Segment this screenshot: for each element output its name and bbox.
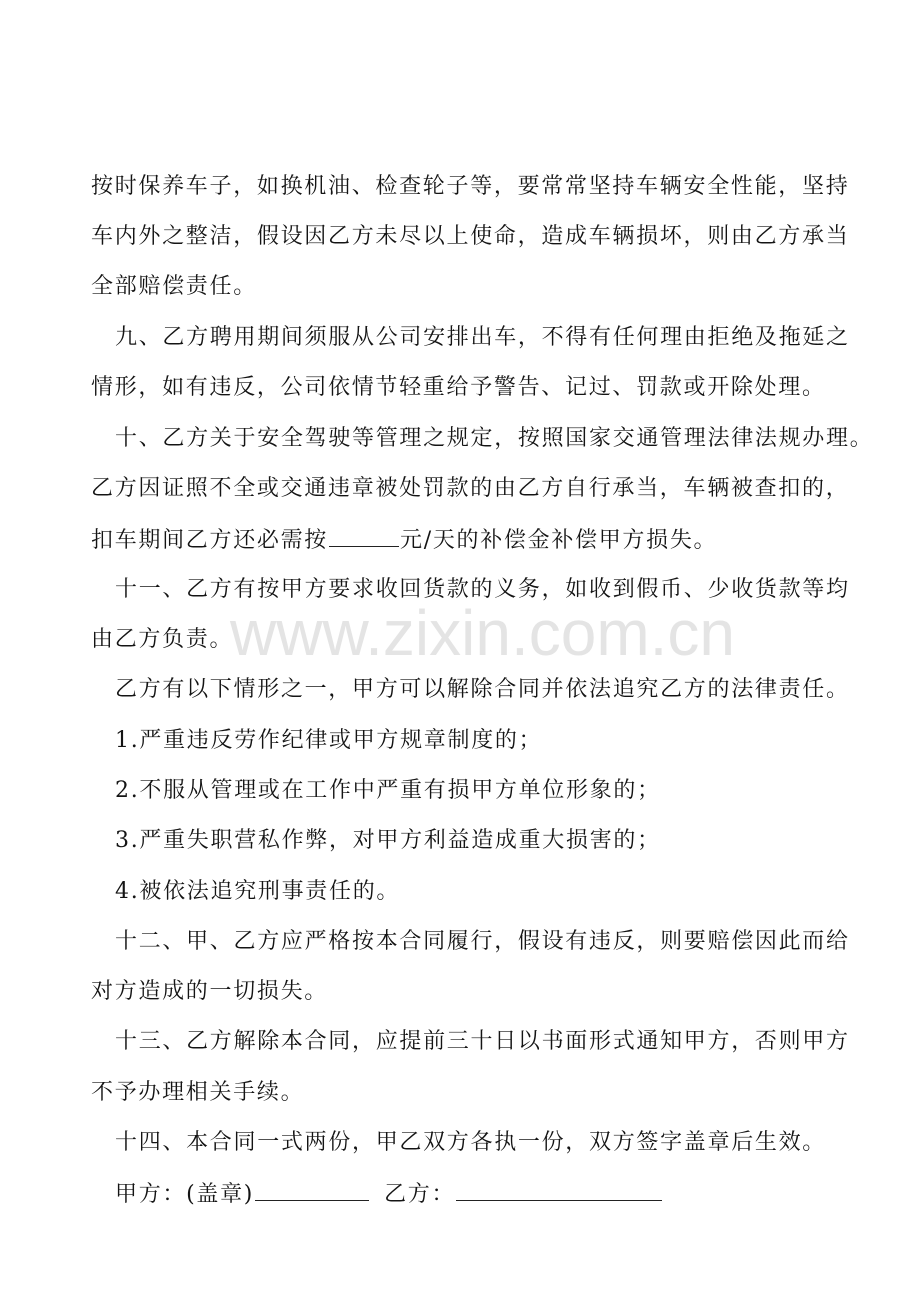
clause-11-line: 由乙方负责。 (91, 627, 234, 652)
clause-12-line: 对方造成的一切损失。 (91, 979, 329, 1004)
clause-10-line: 十、乙方关于安全驾驶等管理之规定，按照国家交通管理法律法规办理。 (115, 426, 874, 451)
clause-10-text-after: 元/天的补偿金补偿甲方损失。 (400, 528, 718, 553)
clause-11-line: 十一、乙方有按甲方要求收回货款的义务，如收到假币、少收货款等均 (115, 577, 850, 602)
party-a-signature-blank (255, 1178, 369, 1201)
clause-10-text-before: 扣车期间乙方还必需按 (91, 528, 329, 553)
clause-13-line: 不予办理相关手续。 (91, 1080, 305, 1105)
paragraph-line: 按时保养车子，如换机油、检查轮子等，要常常坚持车辆安全性能，坚持 (91, 174, 850, 199)
clause-14-line: 十四、本合同一式两份，甲乙双方各执一份，双方签字盖章后生效。 (115, 1130, 827, 1155)
watermark: www.zixin.com.cn (230, 597, 735, 669)
party-b-label: 乙方： (384, 1182, 456, 1207)
termination-item-2: 2.不服从管理或在工作中严重有损甲方单位形象的； (115, 778, 661, 803)
termination-item-1: 1.严重违反劳作纪律或甲方规章制度的； (115, 728, 543, 753)
daily-compensation-blank (329, 524, 399, 547)
clause-10-line (91, 524, 717, 554)
clause-13-line: 十三、乙方解除本合同，应提前三十日以书面形式通知甲方，否则甲方 (115, 1029, 850, 1054)
party-b-signature-blank (456, 1178, 662, 1201)
paragraph-line: 车内外之整洁，假设因乙方未尽以上使命，造成车辆损坏，则由乙方承当 (91, 224, 850, 249)
clause-9-line: 情形，如有违反，公司依情节轻重给予警告、记过、罚款或开除处理。 (91, 375, 826, 400)
clause-12-line: 十二、甲、乙方应严格按本合同履行，假设有违反，则要赔偿因此而给 (115, 929, 850, 954)
clause-10-line: 乙方因证照不全或交通违章被处罚款的由乙方自行承当，车辆被查扣的， (91, 476, 850, 501)
paragraph-line: 全部赔偿责任。 (91, 274, 257, 299)
party-a-label: 甲方：(盖章) (115, 1182, 255, 1207)
termination-item-3: 3.严重失职营私作弊，对甲方利益造成重大损害的； (115, 828, 661, 853)
termination-intro: 乙方有以下情形之一，甲方可以解除合同并依法追究乙方的法律责任。 (115, 677, 850, 702)
clause-9-line: 九、乙方聘用期间须服从公司安排出车，不得有任何理由拒绝及拖延之 (115, 325, 850, 350)
termination-item-4: 4.被依法追究刑事责任的。 (115, 879, 401, 904)
signature-line (115, 1178, 663, 1208)
